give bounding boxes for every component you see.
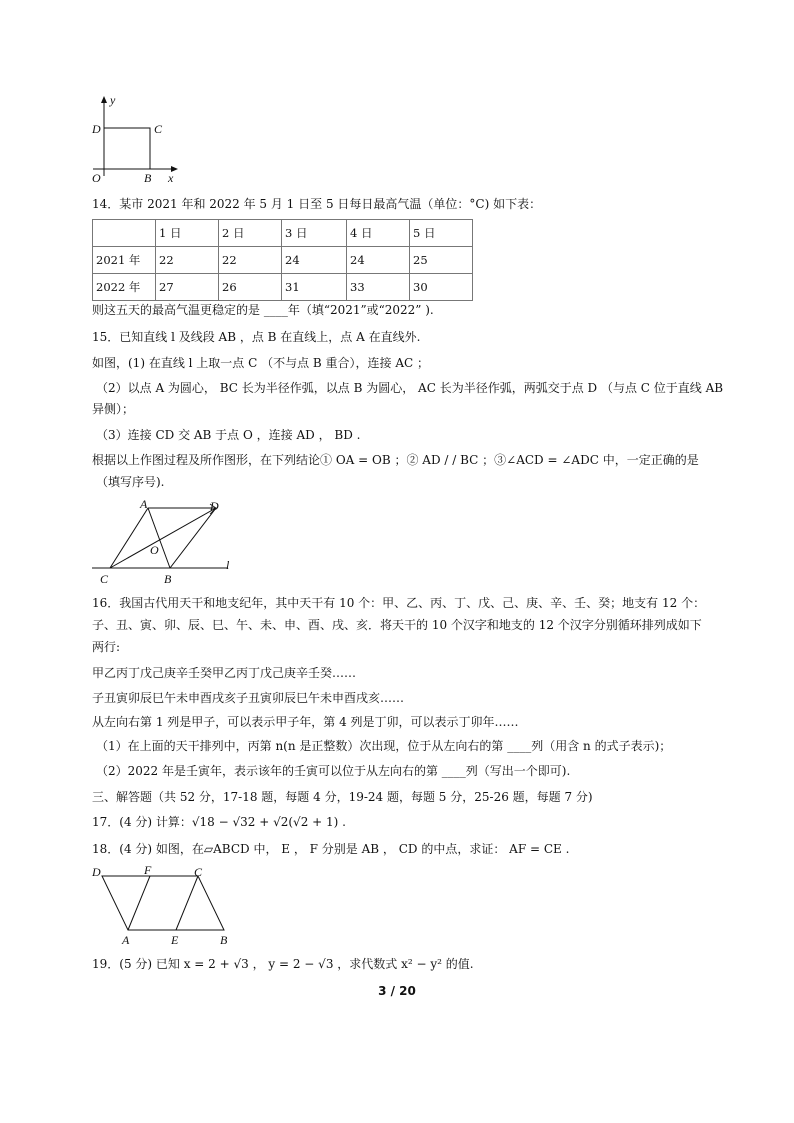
q16-line: （2）2022 年是壬寅年，表示该年的壬寅可以位于从左向右的第 ____列（写出一个即可).	[96, 764, 571, 778]
table-cell: 31	[282, 274, 347, 301]
q18-line: 18．(4 分) 如图，在▱ABCD 中， E ， F 分别是 AB ， CD 的中点，求证： AF = CE .	[92, 842, 570, 856]
fig-label: B	[144, 171, 152, 184]
q16-line: （1）在上面的天干排列中，丙第 n(n 是正整数）次出现，位于从左向右的第 ____列（用含 n 的式子表示)；	[96, 739, 672, 753]
table-row	[93, 247, 473, 274]
q16-line: 两行:	[92, 640, 121, 654]
q17-line: 17．(4 分) 计算：√18 − √32 + √2(√2 + 1) .	[92, 815, 346, 829]
table-cell: 5 日	[410, 220, 473, 247]
q19-line: 19．(5 分) 已知 x = 2 + √3 ， y = 2 − √3 ，求代数式 x² − y² 的值.	[92, 957, 474, 971]
page-number: 3 / 20	[378, 984, 416, 998]
q15-line: 15．已知直线 l 及线段 AB ，点 B 在直线上，点 A 在直线外.	[92, 330, 421, 344]
fig-label: B	[164, 572, 172, 586]
table-cell: 2022 年	[93, 274, 156, 301]
q16-line: 子、丑、寅、卯、辰、巳、午、未、申、酉、戌、亥．将天干的 10 个汉字和地支的 12 个汉字分别循环排列成如下	[92, 618, 702, 632]
q15-line: 如图，(1) 在直线 l 上取一点 C （不与点 B 重合），连接 AC ；	[92, 356, 430, 370]
fig-label: O	[92, 171, 101, 184]
table-row	[93, 274, 473, 301]
q15-line: （2）以点 A 为圆心， BC 长为半径作弧，以点 B 为圆心， AC 长为半径作弧，两弧交于点 D （与点 C 位于直线 AB	[96, 381, 724, 395]
q15-line: 异侧）；	[92, 402, 135, 416]
fig-label: C	[194, 865, 203, 879]
table-cell	[93, 220, 156, 247]
table-cell: 25	[410, 247, 473, 274]
table-header-row	[93, 220, 473, 247]
q16-line: 子丑寅卯辰巳午未申酉戌亥子丑寅卯辰巳午未申酉戌亥……	[92, 691, 405, 705]
table-cell: 22	[156, 247, 219, 274]
fig-label: E	[171, 933, 179, 947]
fig-label: O	[150, 543, 159, 557]
table-cell: 1 日	[156, 220, 219, 247]
q15-figure	[88, 494, 248, 586]
table-cell: 22	[219, 247, 282, 274]
table-cell: 24	[347, 247, 410, 274]
q15-line: （3）连接 CD 交 AB 于点 O ，连接 AD ， BD .	[96, 428, 361, 442]
temperature-table	[92, 219, 473, 301]
table-cell: 2021 年	[93, 247, 156, 274]
fig-label: D	[92, 122, 101, 136]
table-cell: 30	[410, 274, 473, 301]
table-cell: 26	[219, 274, 282, 301]
q18-parallelogram-figure	[88, 862, 238, 948]
q16-line: 从左向右第 1 列是甲子，可以表示甲子年，第 4 列是丁卯，可以表示丁卯年……	[92, 715, 519, 729]
fig-label: A	[122, 933, 130, 947]
table-cell: 3 日	[282, 220, 347, 247]
q14-after: 则这五天的最高气温更稳定的是 ____年（填“2021”或“2022” ).	[92, 303, 434, 317]
fig-label: B	[220, 933, 228, 947]
fig-label: D	[210, 499, 219, 513]
fig-label: D	[92, 865, 101, 879]
fig-label: F	[144, 863, 152, 877]
fig-label: C	[154, 122, 163, 136]
fig-label: C	[100, 572, 109, 586]
table-cell: 33	[347, 274, 410, 301]
table-cell: 2 日	[219, 220, 282, 247]
q16-line: 16．我国古代用天干和地支纪年，其中天干有 10 个：甲、乙、丙、丁、戊、己、庚、辛、壬、癸；地支有 12 个：	[92, 596, 706, 610]
fig-label: y	[110, 93, 116, 107]
table-cell: 24	[282, 247, 347, 274]
fig-label: A	[140, 497, 148, 511]
table-cell: 4 日	[347, 220, 410, 247]
fig-label: x	[168, 171, 174, 184]
fig-label: l	[226, 558, 230, 572]
q15-line: 根据以上作图过程及所作图形，在下列结论① OA = OB ；② AD / / BC ；③∠ACD = ∠ADC 中，一定正确的是	[92, 453, 699, 467]
square-coordinate-figure	[88, 92, 188, 184]
q14-intro: 14．某市 2021 年和 2022 年 5 月 1 日至 5 日每日最高气温（单位：°C) 如下表：	[92, 197, 542, 211]
q15-line: （填写序号).	[96, 475, 165, 489]
section-three-heading: 三、解答题（共 52 分，17-18 题，每题 4 分，19-24 题，每题 5 分，25-26 题，每题 7 分)	[92, 790, 593, 804]
table-cell: 27	[156, 274, 219, 301]
q16-line: 甲乙丙丁戊己庚辛壬癸甲乙丙丁戊己庚辛壬癸……	[92, 666, 357, 680]
